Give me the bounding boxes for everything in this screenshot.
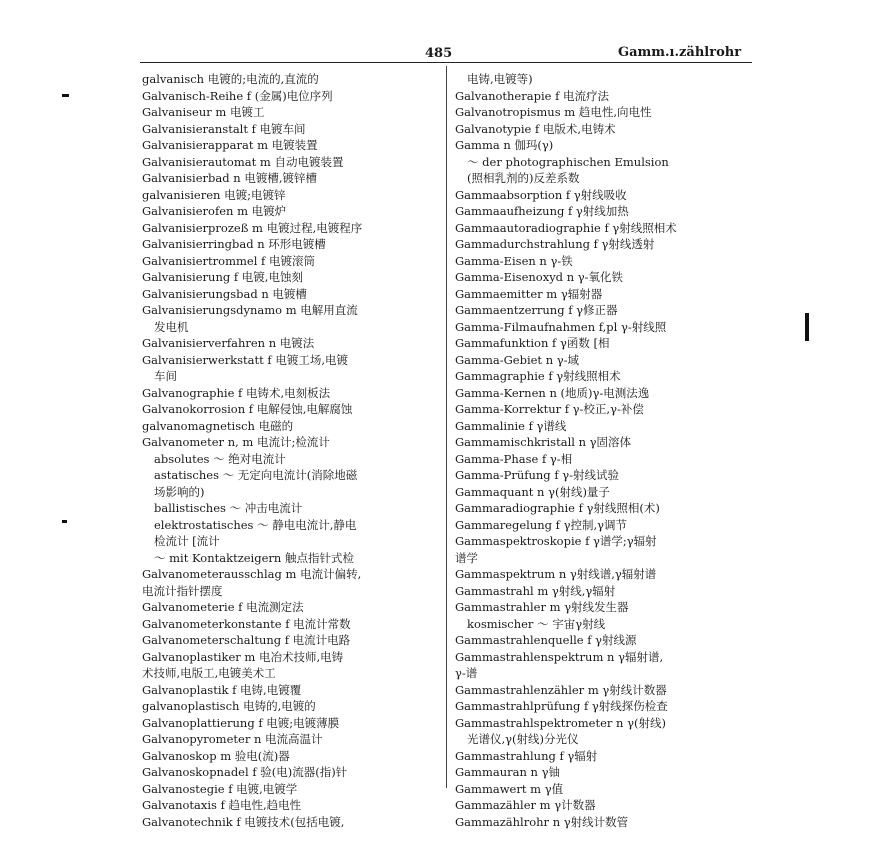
dictionary-entry-line: 光谱仪,γ(射线)分光仪 (467, 732, 579, 746)
dictionary-entry-line: Galvanisierringbad n 环形电镀槽 (142, 237, 326, 251)
dictionary-entry-line: Gamma-Prüfung f γ-射线试验 (455, 468, 619, 482)
dictionary-entry-line: Gammaspektrum n γ射线谱,γ辐射谱 (455, 567, 657, 581)
header-rule (140, 62, 752, 63)
dictionary-entry-line: Galvanopyrometer n 电流高温计 (142, 732, 323, 746)
dictionary-entry-line: Galvanisierapparat m 电镀装置 (142, 138, 318, 152)
dictionary-entry-line: Galvanoplastiker m 电冶术技师,电铸 (142, 649, 344, 664)
dictionary-entry-line: Gammaradiographie f γ射线照相(术) (455, 501, 660, 515)
dictionary-entry-line: Galvanographie f 电铸术,电刻板法 (142, 385, 331, 400)
dictionary-entry-line: Galvanisierofen m 电镀炉 (142, 204, 287, 218)
dictionary-entry-line: 场影响的) (154, 484, 205, 499)
dictionary-entry-line: Gammastrahlspektrometer n γ(射线) (455, 715, 666, 730)
dictionary-entry-line: Gammamischkristall n γ固溶体 (455, 435, 632, 449)
dictionary-entry-line: Galvanoskop m 验电(流)器 (142, 748, 290, 763)
dictionary-entry-line: Galvanometerschaltung f 电流计电路 (142, 633, 351, 647)
dictionary-entry-line: Gammalinie f γ谱线 (455, 418, 567, 433)
dictionary-entry-line: Gammauran n γ铀 (455, 765, 560, 779)
dictionary-entry-line: Galvanometerausschlag m 电流计偏转, (142, 567, 362, 581)
dictionary-entry-line: 车间 (154, 369, 177, 383)
dictionary-entry-line: kosmischer ～ 宇宙γ射线 (467, 616, 606, 631)
dictionary-entry-line: Galvanotypie f 电版术,电铸术 (455, 121, 616, 136)
dictionary-entry-line: elektrostatisches ～ 静电电流计,静电 (154, 517, 357, 532)
dictionary-entry-line: Gamma-Filmaufnahmen f,pl γ-射线照 (455, 319, 667, 334)
dictionary-entry-line: Gamma-Gebiet n γ-域 (455, 352, 580, 367)
dictionary-entry-line: Galvanometer n, m 电流计;检流计 (142, 435, 330, 449)
dictionary-entry-line: Gammagraphie f γ射线照相术 (455, 369, 621, 383)
dictionary-entry-line: 电铸,电镀等) (467, 72, 533, 86)
dictionary-entry-line: Galvanisieranstalt f 电镀车间 (142, 121, 306, 136)
dictionary-entry-line: Gammastrahlenzähler m γ射线计数器 (455, 682, 667, 697)
scan-speck (62, 520, 67, 523)
dictionary-entry-line: Galvanisierwerkstatt f 电镀工场,电镀 (142, 352, 348, 367)
dictionary-entry-line: galvanisieren 电镀;电镀锌 (142, 187, 286, 202)
dictionary-entry-line: 检流计 [流计 (154, 534, 220, 548)
dictionary-entry-line: ballistisches ～ 冲击电流计 (154, 501, 303, 515)
dictionary-entry-line: Galvanisiertrommel f 电镀滚筒 (142, 253, 315, 268)
dictionary-entry-line: galvanomagnetisch 电磁的 (142, 418, 294, 433)
dictionary-entry-line: Galvanisierungsbad n 电镀槽 (142, 286, 307, 301)
dictionary-entry-line: Gamma-Kernen n (地质)γ-电测法逸 (455, 385, 650, 400)
dictionary-entry-line: Galvanoplattierung f 电镀;电镀薄膜 (142, 715, 340, 730)
left-column (142, 71, 442, 830)
dictionary-entry-line: Gammazählrohr n γ射线计数管 (455, 814, 629, 829)
dictionary-entry-line: Galvanoplastik f 电铸,电镀覆 (142, 682, 302, 697)
dictionary-entry-line: Galvanisierautomat m 自动电镀装置 (142, 154, 344, 169)
dictionary-entry-line: Gamma n 伽玛(γ) (455, 138, 554, 152)
dictionary-entry-line: Galvanokorrosion f 电解侵蚀,电解腐蚀 (142, 402, 353, 416)
page-number: 485 (425, 46, 453, 61)
dictionary-entry-line: Galvanotechnik f 电镀技术(包括电镀, (142, 814, 345, 829)
dictionary-entry-line: 电流计指针摆度 (142, 583, 223, 598)
dictionary-entry-line: Gamma-Eisen n γ-铁 (455, 253, 573, 268)
dictionary-entry-line: Galvanisierung f 电镀,电蚀刻 (142, 270, 303, 284)
dictionary-entry-line: Gammazähler m γ计数器 (455, 798, 596, 812)
dictionary-entry-line: Gamma-Korrektur f γ-校正,γ-补偿 (455, 402, 644, 416)
dictionary-entry-line: Galvanisierprozeß m 电镀过程,电镀程序 (142, 220, 363, 235)
dictionary-entry-line: Gammastrahl m γ射线,γ辐射 (455, 583, 616, 598)
dictionary-entry-line: Gammaaufheizung f γ射线加热 (455, 204, 629, 218)
scan-speck (805, 313, 809, 341)
dictionary-entry-line: Gammastrahlenspektrum n γ辐射谱, (455, 649, 664, 664)
dictionary-entry-line: galvanisch 电镀的;电流的,直流的 (142, 72, 319, 86)
right-column (455, 71, 755, 830)
dictionary-entry-line: Gammawert m γ值 (455, 781, 564, 796)
dictionary-entry-line: Gammastrahlung f γ辐射 (455, 748, 598, 763)
dictionary-entry-line: Gammadurchstrahlung f γ射线透射 (455, 237, 655, 251)
dictionary-entry-line: absolutes ～ 绝对电流计 (154, 451, 286, 466)
dictionary-entry-line: astatisches ～ 无定向电流计(消除地磁 (154, 468, 358, 482)
dictionary-entry-line: (照相乳剂的)反差系数 (467, 171, 580, 185)
dictionary-entry-line: Galvanisch-Reihe f (金属)电位序列 (142, 88, 333, 103)
dictionary-entry-line: Galvaniseur m 电镀工 (142, 105, 265, 119)
dictionary-entry-line: Gamma-Eisenoxyd n γ-氧化铁 (455, 270, 624, 284)
dictionary-entry-line: Galvanisierungsdynamo m 电解用直流 (142, 303, 358, 317)
column-divider (446, 66, 447, 788)
dictionary-entry-line: Gammaabsorption f γ射线吸收 (455, 187, 627, 202)
dictionary-entry-line: Galvanometerie f 电流测定法 (142, 600, 304, 614)
dictionary-entry-line: Galvanoskopnadel f 验(电)流器(指)针 (142, 765, 348, 779)
dictionary-entry-line: Galvanotherapie f 电流疗法 (455, 88, 610, 103)
dictionary-entry-line: Galvanisierverfahren n 电镀法 (142, 336, 315, 350)
dictionary-entry-line: 谱学 (455, 550, 478, 565)
dictionary-entry-line: Gammaautoradiographie f γ射线照相术 (455, 220, 677, 235)
running-head: Gamm.ı.zählrohr (618, 45, 742, 60)
dictionary-entry-line: 术技师,电版工,电镀美术工 (142, 666, 276, 680)
dictionary-entry-line: Gammaemitter m γ辐射器 (455, 286, 603, 301)
dictionary-entry-line: Gammastrahlprüfung f γ射线探伤检查 (455, 699, 668, 713)
dictionary-entry-line: Gammaentzerrung f γ修正器 (455, 303, 618, 317)
dictionary-entry-line: Gammaspektroskopie f γ谱学;γ辐射 (455, 534, 657, 548)
dictionary-entry-line: Gamma-Phase f γ-相 (455, 451, 573, 466)
dictionary-entry-line: Galvanotropismus m 趋电性,向电性 (455, 105, 652, 119)
dictionary-entry-line: ～ der photographischen Emulsion (467, 154, 669, 169)
dictionary-entry-line: Gammaquant n γ(射线)量子 (455, 484, 610, 499)
dictionary-entry-line: Galvanostegie f 电镀,电镀学 (142, 781, 298, 796)
dictionary-entry-line: Galvanometerkonstante f 电流计常数 (142, 616, 351, 631)
dictionary-entry-line: 发电机 (154, 319, 189, 334)
dictionary-entry-line: Galvanotaxis f 趋电性,趋电性 (142, 798, 302, 812)
dictionary-entry-line: Galvanisierbad n 电镀槽,镀锌槽 (142, 171, 317, 185)
dictionary-entry-line: Gammastrahlenquelle f γ射线源 (455, 633, 637, 647)
dictionary-entry-line: Gammaregelung f γ控制,γ调节 (455, 517, 627, 532)
dictionary-entry-line: galvanoplastisch 电铸的,电镀的 (142, 699, 316, 713)
dictionary-entry-line: Gammastrahler m γ射线发生器 (455, 600, 629, 614)
dictionary-entry-line: Gammafunktion f γ函数 [相 (455, 336, 610, 350)
scan-speck (62, 94, 69, 97)
dictionary-entry-line: γ-谱 (455, 666, 478, 680)
dictionary-entry-line: ～ mit Kontaktzeigern 触点指针式检 (154, 550, 354, 565)
